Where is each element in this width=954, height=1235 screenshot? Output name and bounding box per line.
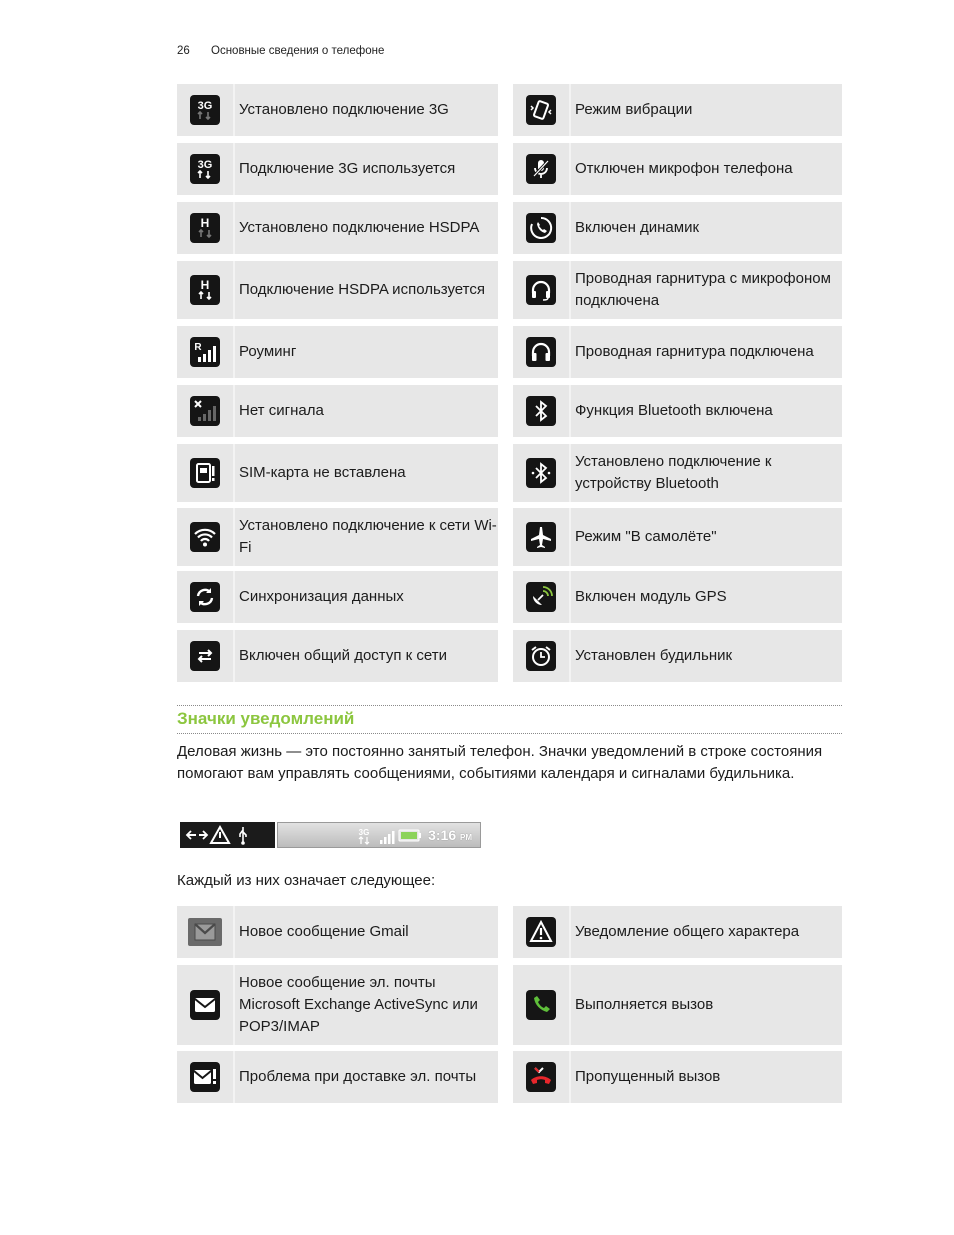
- table-row: [177, 385, 498, 437]
- warning-icon: [526, 917, 556, 947]
- row-label: Роуминг: [239, 343, 297, 360]
- table-row: [513, 1051, 842, 1103]
- statusbar-ampm: PM: [460, 833, 472, 842]
- statusbar-notifications-area: [180, 822, 275, 848]
- row-label: Режим "В самолёте": [575, 528, 717, 545]
- 3g-connected-icon: [190, 95, 220, 125]
- caption: Каждый из них означает следующее:: [177, 872, 436, 889]
- section-title: Значки уведомлений: [177, 709, 355, 728]
- statusbar-3g-arrows-icon: [359, 837, 369, 844]
- svg-text:R: R: [194, 342, 202, 353]
- 3g-in-use-icon: [190, 154, 220, 184]
- table-row: [513, 261, 842, 319]
- row-label: Пропущенный вызов: [575, 1068, 721, 1085]
- bluetooth-connected-icon: [526, 458, 556, 488]
- table-row: [177, 508, 498, 566]
- chapter-title: Основные сведения о телефоне: [211, 45, 385, 57]
- statusbar-status-area: [277, 822, 481, 848]
- call-in-progress-icon: [526, 990, 556, 1020]
- table-row: [177, 630, 498, 682]
- bluetooth-icon: [526, 396, 556, 426]
- row-label: Выполняется вызов: [575, 996, 714, 1013]
- airplane-icon: [526, 522, 556, 552]
- alarm-icon: [526, 641, 556, 671]
- svg-text:3G: 3G: [197, 100, 213, 112]
- table-row: [177, 84, 498, 136]
- table-row: [177, 326, 498, 378]
- row-label: Режим вибрации: [575, 101, 693, 118]
- sync-icon: [190, 582, 220, 612]
- gmail-icon: [188, 918, 222, 946]
- svg-text:H: H: [200, 216, 210, 230]
- row-label: Включен модуль GPS: [575, 588, 727, 605]
- table-row: [513, 143, 842, 195]
- email-icon: [190, 990, 220, 1020]
- statusbar-signal-icon: [380, 831, 395, 844]
- row-label: Проводная гарнитура с микрофоном подключена: [575, 270, 831, 309]
- usb-icon: [240, 827, 246, 845]
- row-label: Новое сообщение эл. почты Microsoft Exchange ActiveSync или POP3/IMAP: [239, 974, 478, 1035]
- hsdpa-in-use-icon: [190, 275, 220, 305]
- table-row: [513, 965, 842, 1045]
- statusbar-battery-icon: [399, 830, 421, 841]
- warning-small-icon: [211, 827, 229, 843]
- statusbar-time: [428, 827, 472, 843]
- table-row: [177, 906, 498, 958]
- table-row: [177, 571, 498, 623]
- row-label: Включен динамик: [575, 219, 700, 236]
- speaker-icon: [526, 213, 556, 243]
- vibrate-icon: [526, 95, 556, 125]
- row-label: Нет сигнала: [239, 402, 324, 419]
- row-label: Отключен микрофон телефона: [575, 160, 793, 177]
- table-row: [513, 906, 842, 958]
- row-label: Установлено подключение HSDPA: [239, 219, 480, 236]
- table-row: [177, 143, 498, 195]
- table-row: [177, 965, 498, 1045]
- row-label: Установлено подключение к сети Wi-Fi: [239, 517, 497, 556]
- wifi-icon: [190, 522, 220, 552]
- table-row: [177, 261, 498, 319]
- hsdpa-connected-icon: [190, 213, 220, 243]
- headset-mic-icon: [526, 275, 556, 305]
- table-row: [513, 385, 842, 437]
- row-label: Функция Bluetooth включена: [575, 402, 773, 419]
- mic-off-icon: [526, 154, 556, 184]
- table-row: [177, 444, 498, 502]
- network-sharing-icon: [190, 641, 220, 671]
- email-error-icon: [190, 1062, 220, 1092]
- row-label: Проводная гарнитура подключена: [575, 343, 814, 360]
- row-label: Уведомление общего характера: [575, 923, 800, 940]
- table-row: [513, 508, 842, 566]
- row-label: Подключение 3G используется: [239, 160, 456, 177]
- table-row: [513, 202, 842, 254]
- table-row: [177, 1051, 498, 1103]
- roaming-icon: [190, 337, 220, 367]
- row-label: Синхронизация данных: [239, 588, 404, 605]
- statusbar-time-value: 3:16: [428, 827, 457, 843]
- row-label: Установлено подключение к устройству Bluetooth: [575, 453, 772, 492]
- row-label: Установлен будильник: [575, 647, 733, 664]
- page-header: [177, 45, 384, 57]
- table-row: [513, 326, 842, 378]
- row-label: Установлено подключение 3G: [239, 101, 449, 118]
- missed-call-icon: [526, 1062, 556, 1092]
- row-label: Включен общий доступ к сети: [239, 647, 447, 664]
- table-row: [513, 444, 842, 502]
- no-signal-icon: [190, 396, 220, 426]
- row-label: Новое сообщение Gmail: [239, 923, 409, 940]
- statusbar-3g-label: 3G: [358, 828, 370, 837]
- svg-text:H: H: [200, 278, 210, 292]
- page-number: 26: [177, 45, 190, 57]
- connected-link-icon: [187, 831, 207, 839]
- headphones-icon: [526, 337, 556, 367]
- table-row: [177, 202, 498, 254]
- statusbar-example: [180, 822, 481, 848]
- no-sim-icon: [190, 458, 220, 488]
- section-intro: Деловая жизнь — это постоянно занятый телефон. Значки уведомлений в строке состояния помогают вам управлять сообщениями, событиями календаря и сигналами будильника.: [177, 743, 823, 782]
- row-label: SIM-карта не вставлена: [239, 464, 406, 481]
- row-label: Проблема при доставке эл. почты: [239, 1068, 477, 1085]
- gps-icon: [526, 582, 556, 612]
- row-label: Подключение HSDPA используется: [239, 281, 485, 298]
- table-row: [513, 630, 842, 682]
- table-row: [513, 571, 842, 623]
- table-row: [513, 84, 842, 136]
- section-heading: [177, 705, 842, 734]
- svg-text:3G: 3G: [197, 159, 213, 171]
